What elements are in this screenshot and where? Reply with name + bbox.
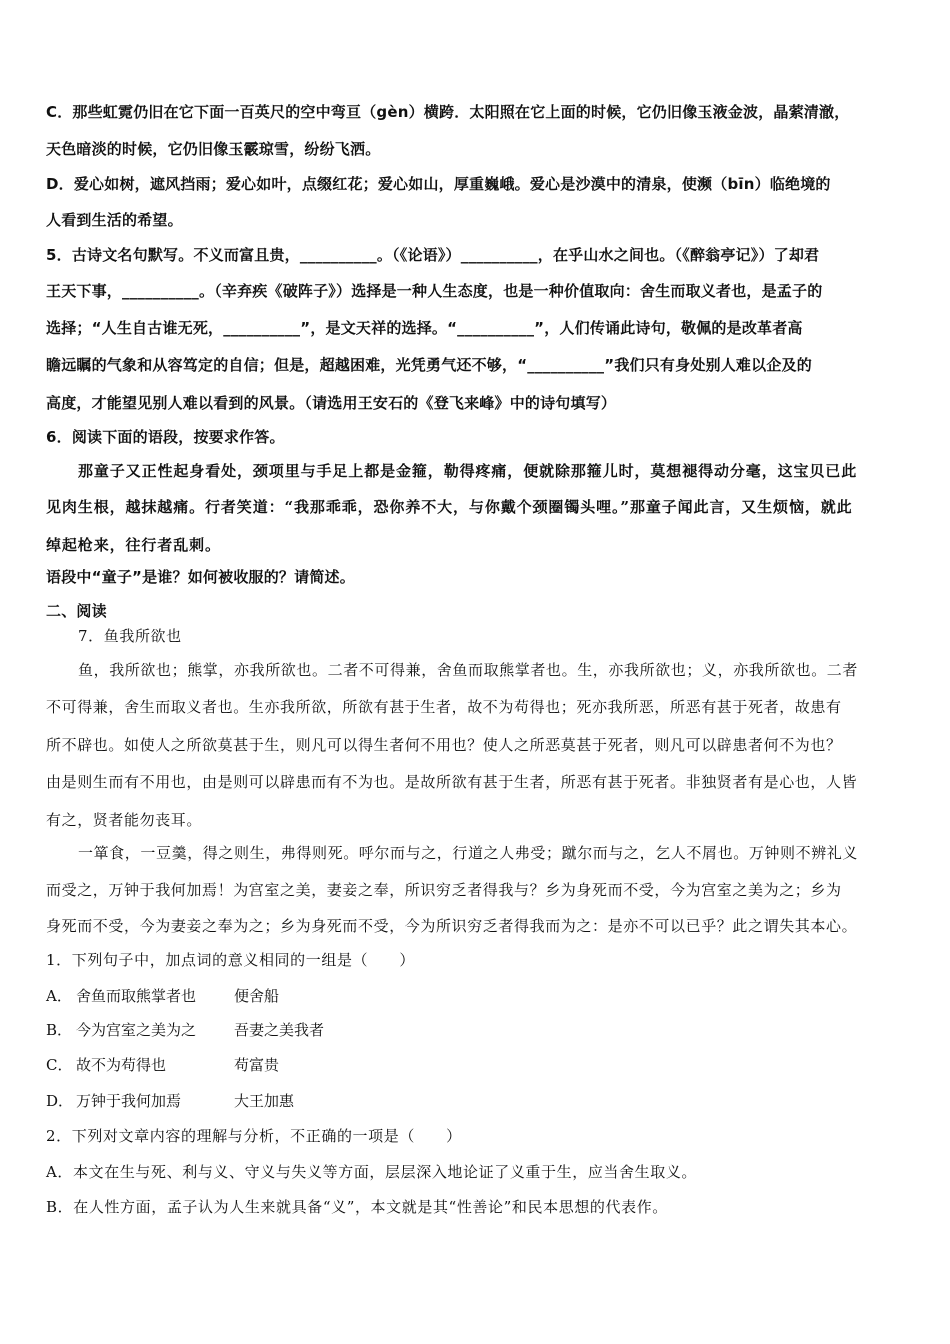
q6-question: 语段中“童子”是谁？如何被收服的？请简述。 xyxy=(46,568,355,586)
text-p1-line-1: 鱼，我所欲也；熊掌，亦我所欲也。二者不可得兼，舍鱼而取熊掌者也。生，亦我所欲也；义，亦我所欲也。二者 xyxy=(78,661,859,679)
q1-stem: 1．下列句子中，加点词的意义相同的一组是（ ） xyxy=(46,951,415,969)
q1-option-c-label: C． xyxy=(46,1056,73,1074)
text-title: 7．鱼我所欲也 xyxy=(78,627,182,645)
q1-option-a-right: 便舍船 xyxy=(234,987,280,1005)
text-p1-line-5: 有之，贤者能勿丧耳。 xyxy=(46,811,203,829)
q6-passage-line-3: 绰起枪来，往行者乱刺。 xyxy=(46,536,221,554)
q1-option-a-label: A． xyxy=(46,987,72,1005)
q5-line-1: 5．古诗文名句默写。不义而富且贵，__________。（《论语》）__________，在乎山水之间也。（《醉翁亭记》）了却君 xyxy=(46,246,820,264)
text-p2-line-1: 一箪食，一豆羹，得之则生，弗得则死。呼尔而与之，行道之人弗受；蹴尔而与之，乞人不屑也。万钟则不辨礼义 xyxy=(78,844,859,862)
q2-option-b: B．在人性方面，孟子认为人生来就具备“义”，本文就是其“性善论”和民本思想的代表作。 xyxy=(46,1198,668,1216)
option-c-line-2: 天色暗淡的时候，它仍旧像玉霰琼雪，纷纷飞洒。 xyxy=(46,140,381,158)
text-p1-line-3: 所不辟也。如使人之所欲莫甚于生，则凡可以得生者何不用也？使人之所恶莫甚于死者，则凡可以辟患者何不为也？ xyxy=(46,736,842,754)
q1-option-d-label: D． xyxy=(46,1092,74,1110)
text-p1-line-4: 由是则生而有不用也，由是则可以辟患而有不为也。是故所欲有甚于生者，所恶有甚于死者。非独贤者有是心也，人皆 xyxy=(46,773,858,791)
q1-option-b-right: 吾妻之美我者 xyxy=(234,1021,325,1039)
q1-option-a-left: 舍鱼而取熊掌者也 xyxy=(76,987,197,1005)
text-p1-line-2: 不可得兼，舍生而取义者也。生亦我所欲，所欲有甚于生者，故不为苟得也；死亦我所恶，所恶有甚于死者，故患有 xyxy=(46,698,842,716)
q2-stem: 2．下列对文章内容的理解与分析，不正确的一项是（ ） xyxy=(46,1127,462,1145)
q5-line-4: 瞻远瞩的气象和从容笃定的自信；但是，超越困难，光凭勇气还不够，“__________”我们只有身处别人难以企及的 xyxy=(46,356,812,374)
q1-option-c-left: 故不为苟得也 xyxy=(76,1056,167,1074)
q5-line-3: 选择；“人生自古谁无死，__________”，是文天祥的选择。“__________”，人们传诵此诗句，敬佩的是改革者高 xyxy=(46,319,803,337)
q6-passage-line-2: 见肉生根，越抹越痛。行者笑道：“我那乖乖，恐你养不大，与你戴个颈圈镯头哩。”那童子闻此言，又生烦恼，就此 xyxy=(46,498,853,516)
option-d-line-1: D．爱心如树，遮风挡雨；爱心如叶，点缀红花；爱心如山，厚重巍峨。爱心是沙漠中的清泉，使濒（bīn）临绝境的 xyxy=(46,175,831,193)
q1-option-d-right: 大王加惠 xyxy=(234,1092,295,1110)
q5-line-5: 高度，才能望见别人难以看到的风景。（请选用王安石的《登飞来峰》中的诗句填写） xyxy=(46,394,617,412)
q1-option-b-left: 今为宫室之美为之 xyxy=(76,1021,197,1039)
q1-option-d-left: 万钟于我何加焉 xyxy=(76,1092,182,1110)
option-c-line-1: C．那些虹霓仍旧在它下面一百英尺的空中弯亘（gèn）横跨．太阳照在它上面的时候，它仍旧像玉液金波，晶萦清澈， xyxy=(46,103,850,121)
q6-passage-line-1: 那童子又正性起身看处，颈项里与手足上都是金箍，勒得疼痛，便就除那箍儿时，莫想褪得动分毫，这宝贝已此 xyxy=(78,462,858,480)
q5-line-2: 王天下事，__________。（辛弃疾《破阵子》）选择是一种人生态度，也是一种价值取向：舍生而取义者也，是孟子的 xyxy=(46,282,823,300)
text-p2-line-2: 而受之，万钟于我何加焉！为宫室之美，妻妾之奉，所识穷乏者得我与？乡为身死而不受，今为宫室之美为之；乡为 xyxy=(46,881,842,899)
text-p2-line-3: 身死而不受，今为妻妾之奉为之；乡为身死而不受，今为所识穷乏者得我而为之：是亦不可以已乎？此之谓失其本心。 xyxy=(46,917,858,935)
q2-option-a: A．本文在生与死、利与义、守义与失义等方面，层层深入地论证了义重于生，应当舍生取义。 xyxy=(46,1163,698,1181)
option-d-line-2: 人看到生活的希望。 xyxy=(46,211,183,229)
q1-option-b-label: B． xyxy=(46,1021,73,1039)
q1-option-c-right: 苟富贵 xyxy=(234,1056,280,1074)
section-heading: 二、阅读 xyxy=(46,602,107,620)
q6-prompt: 6．阅读下面的语段，按要求作答。 xyxy=(46,428,285,446)
